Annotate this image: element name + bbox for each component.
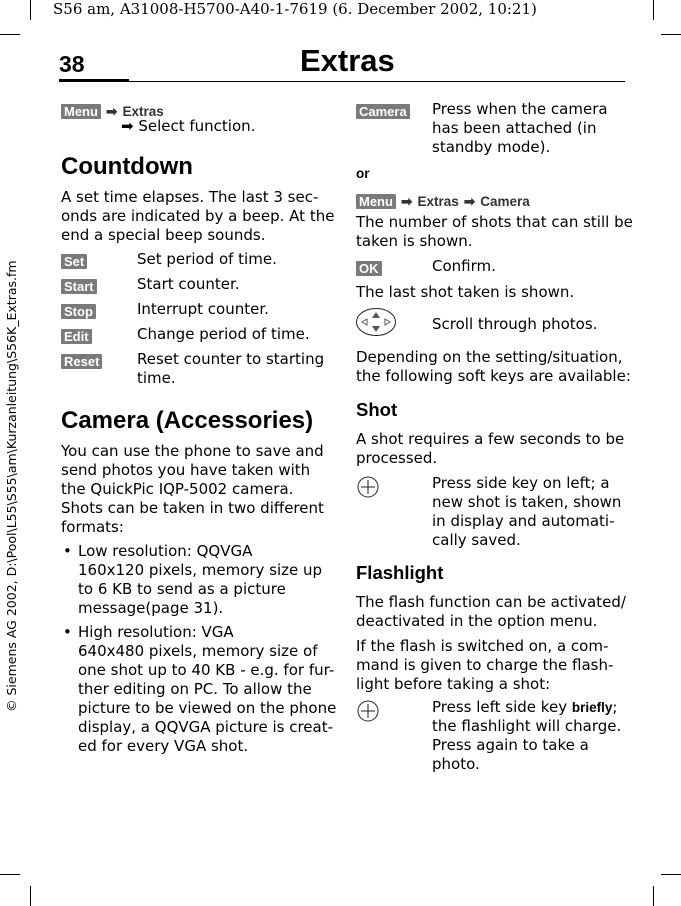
- arrow-icon: ➡: [401, 194, 413, 209]
- countdown-row-start: [61, 276, 97, 295]
- side-key-icon: [356, 699, 380, 727]
- page-title: Extras: [300, 43, 395, 78]
- camera-softkey: Camera: [356, 104, 410, 119]
- flashlight-text: The flash function can be activated/ deactivated in the option menu.: [356, 593, 626, 630]
- edit-softkey: Edit: [61, 329, 92, 344]
- menu-path-camera: [356, 191, 530, 210]
- crop-mark: [30, 0, 31, 20]
- header-rule: [59, 81, 625, 82]
- side-copyright: © Siemens AG 2002, D:\Pool\L55\S55\am\Kurzanleitung\S56K_Extras.fm: [4, 260, 19, 712]
- crop-mark: [661, 34, 681, 35]
- crop-mark: [661, 874, 681, 875]
- header-rule-accent: [59, 79, 129, 82]
- or-label: or: [356, 166, 370, 181]
- bullet-low-resolution: Low resolution: QQVGA 160x120 pixels, memory size up to 6 KB to send as a picture message(page 31).: [78, 542, 323, 617]
- ok-description: Confirm.: [432, 257, 496, 275]
- arrow-icon: ➡: [463, 194, 476, 209]
- countdown-heading: Countdown: [61, 153, 193, 180]
- bullet-icon: •: [63, 542, 72, 560]
- stop-description: Interrupt counter.: [137, 300, 269, 318]
- flashlight-heading: Flashlight: [356, 562, 444, 583]
- reset-description: Reset counter to starting time.: [137, 350, 325, 387]
- countdown-row-reset: [61, 351, 102, 370]
- camera-intro: You can use the phone to save and send photos you have taken with the QuickPic IQP-5002 camera. Shots can be taken in two different formats:: [61, 442, 324, 536]
- countdown-row-edit: [61, 326, 92, 345]
- edit-description: Change period of time.: [137, 325, 310, 343]
- last-shot-text: The last shot taken is shown.: [356, 283, 575, 301]
- shot-heading: Shot: [356, 399, 398, 420]
- crop-mark: [30, 886, 31, 906]
- flashlight-charge-text: If the flash is switched on, a com- mand is given to charge the flash- light before taking a shot:: [356, 637, 614, 693]
- page-number: 38: [59, 51, 85, 77]
- arrow-icon: ➡: [106, 104, 118, 119]
- menu-softkey: Menu: [61, 104, 101, 119]
- bullet-high-resolution: High resolution: VGA 640x480 pixels, memory size of one shot up to 40 KB - e.g. for fur- ther editing on PC. To allow the picture to be viewed on the phone display, a QQVGA picture is creat- ed for every VGA shot.: [78, 623, 337, 755]
- set-softkey: Set: [61, 254, 87, 269]
- set-description: Set period of time.: [137, 250, 277, 268]
- menu-path-camera-item: Camera: [480, 194, 530, 209]
- camera-key-description: Press when the camera has been attached (in standby mode).: [432, 100, 608, 156]
- countdown-row-set: [61, 251, 87, 270]
- stop-softkey: Stop: [61, 304, 96, 319]
- ok-softkey: OK: [356, 261, 382, 276]
- crop-mark: [653, 886, 654, 906]
- start-description: Start counter.: [137, 275, 240, 293]
- depending-text: Depending on the setting/situation, the following soft keys are available:: [356, 348, 631, 385]
- camera-heading: Camera (Accessories): [61, 407, 314, 434]
- countdown-intro: A set time elapses. The last 3 sec- onds are indicated by a beep. At the end a special beep sounds.: [61, 188, 335, 244]
- crop-mark: [653, 0, 654, 20]
- reset-softkey: Reset: [61, 354, 102, 369]
- crop-mark: [0, 874, 20, 875]
- menu-path-extras: Extras: [122, 104, 164, 119]
- shot-text: A shot requires a few seconds to be processed.: [356, 430, 625, 467]
- print-header: S56 am, A31008-H5700-A40-1-7619 (6. December 2002, 10:21): [53, 0, 537, 18]
- start-softkey: Start: [61, 279, 97, 294]
- shots-remaining-text: The number of shots that can still be taken is shown.: [356, 213, 633, 250]
- camera-key-row: [356, 101, 410, 120]
- scroll-description: Scroll through photos.: [432, 315, 598, 333]
- side-key-icon: [356, 475, 380, 503]
- flashlight-side-key-description: Press left side key briefly; the flashlight will charge. Press again to take a photo.: [432, 698, 622, 773]
- menu-path-extras: Extras: [417, 194, 459, 209]
- menu-softkey: Menu: [356, 194, 396, 209]
- crop-mark: [0, 34, 20, 35]
- ok-key-row: [356, 258, 382, 277]
- navigation-key-icon: [355, 307, 397, 341]
- countdown-row-stop: [61, 301, 96, 320]
- select-function: ➡ Select function.: [121, 117, 256, 135]
- shot-side-key-description: Press side key on left; a new shot is taken, shown in display and automati- cally saved.: [432, 474, 622, 549]
- bullet-icon: •: [63, 623, 72, 641]
